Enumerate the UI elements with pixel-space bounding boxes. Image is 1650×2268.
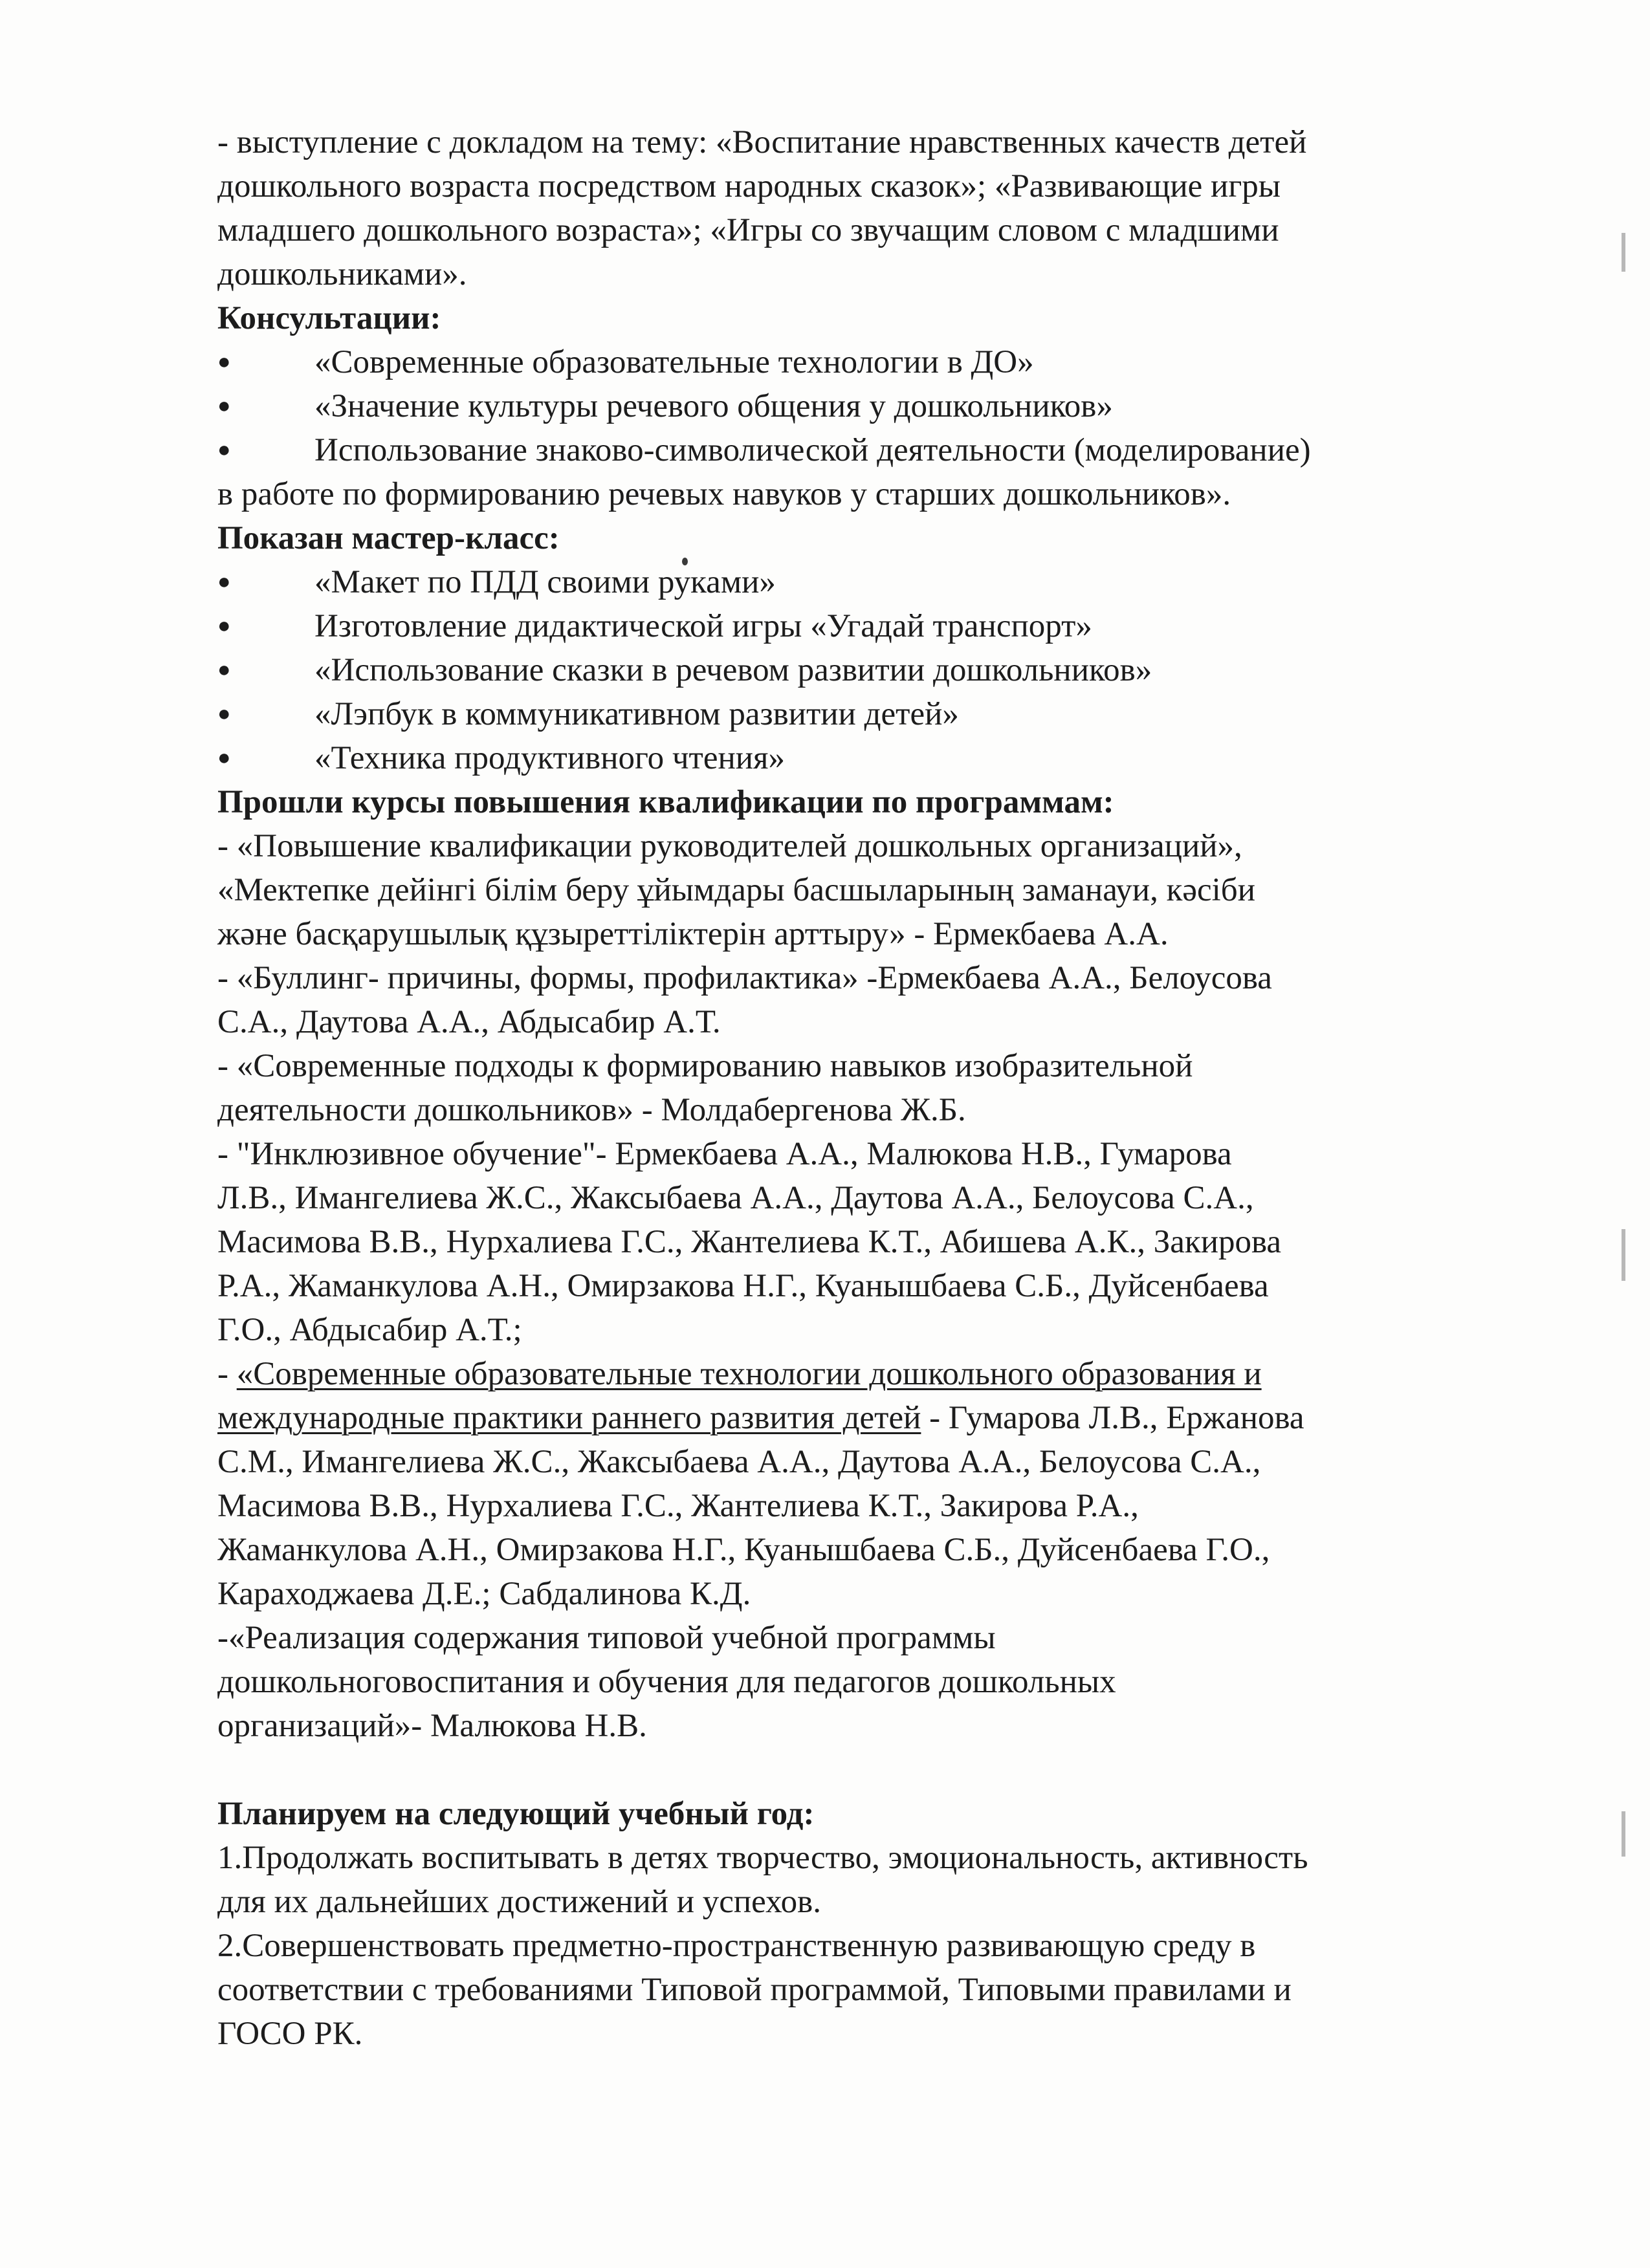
bullet-icon: ●	[217, 570, 231, 594]
course-participants: - Гумарова Л.В., Ержанова	[921, 1400, 1304, 1436]
course-line: - "Инклюзивное обучение"- Ермекбаева А.А., Малюкова Н.В., Гумарова	[217, 1136, 1232, 1172]
course-line: деятельности дошкольников» - Молдабергенова Ж.Б.	[217, 1092, 966, 1128]
consultation-text: «Современные образовательные технологии в ДО»	[314, 344, 1034, 380]
plans-heading: Планируем на следующий учебный год:	[217, 1796, 815, 1832]
plan-line: 2.Совершенствовать предметно-пространственную развивающую среду в	[217, 1928, 1256, 1964]
course-line: Жаманкулова А.Н., Омирзакова Н.Г., Куанышбаева С.Б., Дуйсенбаева Г.О.,	[217, 1532, 1270, 1568]
course-line: организаций»- Малюкова Н.В.	[217, 1708, 647, 1744]
bullet-icon: ●	[217, 658, 231, 682]
scan-edge-mark	[1622, 233, 1625, 272]
course-line: дошкольноговоспитания и обучения для педагогов дошкольных	[217, 1664, 1116, 1700]
plan-line: 1.Продолжать воспитывать в детях творчество, эмоциональность, активность	[217, 1840, 1308, 1876]
master-class-item	[217, 604, 1505, 648]
bullet-icon: ●	[217, 438, 231, 462]
course-line: және басқарушылық құзыреттіліктерін арттыру» - Ермекбаева А.А.	[217, 916, 1169, 952]
intro-line: дошкольного возраста посредством народных сказок»; «Развивающие игры	[217, 168, 1281, 204]
bullet-icon: ●	[217, 746, 231, 770]
master-class-text: «Макет по ПДД своими руками»	[314, 564, 776, 600]
course-line: Л.В., Имангелиева Ж.С., Жаксыбаева А.А., Даутова А.А., Белоусова С.А.,	[217, 1180, 1254, 1216]
course-line: Караходжаева Д.Е.; Сабдалинова К.Д.	[217, 1576, 751, 1612]
course-line-modern-1	[217, 1352, 1505, 1396]
master-class-text: «Техника продуктивного чтения»	[314, 740, 785, 776]
underlined-course-title: международные практики раннего развития детей	[217, 1400, 921, 1436]
intro-line: младшего дошкольного возраста»; «Игры со звучащим словом с младшими	[217, 212, 1279, 248]
master-class-text: Изготовление дидактической игры «Угадай транспорт»	[314, 608, 1092, 644]
course-line: - «Современные подходы к формированию навыков изобразительной	[217, 1048, 1193, 1084]
course-line: «Мектепке дейінгі білім беру ұйымдары басшыларының заманауи, кәсіби	[217, 872, 1256, 908]
document-body	[217, 120, 1505, 2056]
course-line: С.А., Даутова А.А., Абдысабир А.Т.	[217, 1004, 721, 1040]
consultation-continuation: в работе по формированию речевых навуков у старших дошкольников».	[217, 476, 1231, 512]
plan-line: ГОСО РК.	[217, 2016, 363, 2052]
intro-line: дошкольниками».	[217, 256, 467, 292]
scan-edge-mark	[1622, 1811, 1625, 1857]
consultation-item	[217, 428, 1505, 472]
dash-prefix: -	[217, 1356, 237, 1392]
course-line: Г.О., Абдысабир А.Т.;	[217, 1312, 522, 1348]
master-class-item	[217, 560, 1505, 604]
intro-line: - выступление с докладом на тему: «Воспитание нравственных качеств детей	[217, 124, 1307, 160]
course-line: Масимова В.В., Нурхалиева Г.С., Жантелиева К.Т., Закирова Р.А.,	[217, 1488, 1139, 1524]
bullet-icon: ●	[217, 350, 231, 374]
consultation-item	[217, 340, 1505, 384]
courses-heading: Прошли курсы повышения квалификации по программам:	[217, 784, 1114, 820]
course-line: - «Буллинг- причины, формы, профилактика» -Ермекбаева А.А., Белоусова	[217, 960, 1272, 996]
course-line-modern-2	[217, 1396, 1505, 1440]
bullet-icon: ●	[217, 614, 231, 638]
consultation-text: «Значение культуры речевого общения у дошкольников»	[314, 388, 1113, 424]
master-class-heading: Показан мастер-класс:	[217, 520, 560, 556]
plan-line: для их дальнейших достижений и успехов.	[217, 1884, 822, 1920]
master-class-item	[217, 692, 1505, 736]
course-line: Масимова В.В., Нурхалиева Г.С., Жантелиева К.Т., Абишева А.К., Закирова	[217, 1224, 1282, 1260]
consultations-heading: Консультации:	[217, 300, 441, 336]
consultation-text: Использование знаково-символической деятельности (моделирование)	[314, 432, 1311, 468]
course-line: - «Повышение квалификации руководителей дошкольных организаций»,	[217, 828, 1242, 864]
master-class-item	[217, 736, 1505, 780]
consultation-item	[217, 384, 1505, 428]
course-line: Р.А., Жаманкулова А.Н., Омирзакова Н.Г., Куанышбаева С.Б., Дуйсенбаева	[217, 1268, 1269, 1304]
bullet-icon: ●	[217, 394, 231, 418]
master-class-text: «Использование сказки в речевом развитии дошкольников»	[314, 652, 1152, 688]
plan-line: соответствии с требованиями Типовой программой, Типовыми правилами и	[217, 1972, 1292, 2008]
master-class-text: «Лэпбук в коммуникативном развитии детей»	[314, 696, 959, 732]
scan-edge-mark	[1622, 1229, 1625, 1281]
course-line: С.М., Имангелиева Ж.С., Жаксыбаева А.А., Даутова А.А., Белоусова С.А.,	[217, 1444, 1261, 1480]
section-spacer	[217, 1748, 1505, 1792]
master-class-item	[217, 648, 1505, 692]
underlined-course-title: «Современные образовательные технологии дошкольного образования и	[236, 1356, 1262, 1392]
bullet-icon: ●	[217, 702, 231, 726]
course-line: -«Реализация содержания типовой учебной программы	[217, 1620, 996, 1656]
